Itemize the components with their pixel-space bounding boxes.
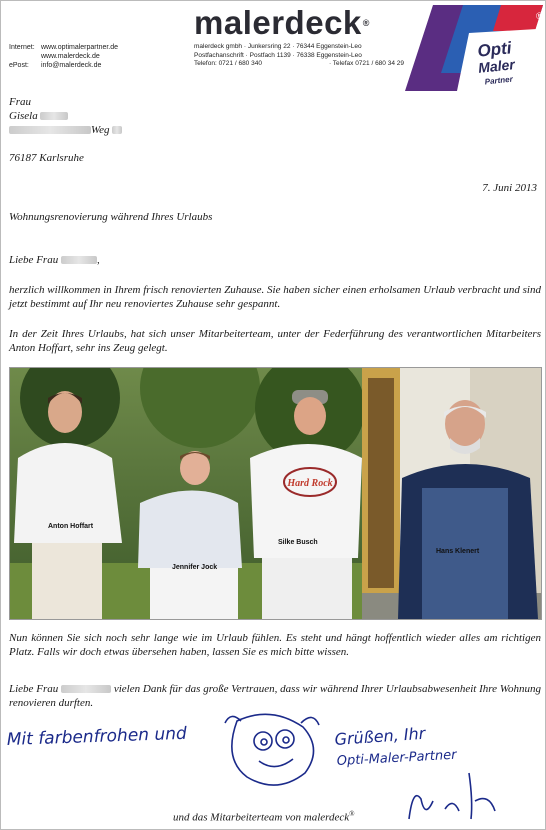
redacted-text: [9, 126, 91, 134]
contact-row: [9, 52, 118, 61]
company-address: malerdeck gmbh · Junkersring 22 · 76344 Eggenstein-Leo Postfachanschrift · Postfach 1139 · 76338 Eggenstein-Leo Telefon: 0721 / 680 340 · Telefax 0721 / 680 34 29: [194, 43, 404, 67]
paragraph: In der Zeit Ihres Urlaubs, hat sich unser Mitarbeiterteam, unter der Federführung des verantwortlichen Mitarbeiters Anton Hoffart, sehr ins Zeug gelegt.: [9, 328, 541, 354]
paragraph: herzlich willkommen in Ihrem frisch renovierten Zuhause. Sie haben sicher einen erholsamen Urlaub verbracht und sind jetzt bestimmt auf Ihr neu renoviertes Zuhause sehr gespannt.: [9, 284, 541, 310]
team-photo: [9, 367, 542, 620]
recipient-city: 76187 Karlsruhe: [9, 152, 84, 164]
contact-row: Internet: www.optimalerpartner.de: [9, 44, 119, 51]
signature: [409, 773, 495, 819]
email-link[interactable]: info@malerdeck.de: [41, 62, 102, 69]
redacted-text: [40, 112, 68, 120]
handwriting-line: Opti-Maler-Partner: [336, 747, 457, 769]
website-link[interactable]: www.optimalerpartner.de: [41, 44, 119, 51]
paragraph: Liebe Frau vielen Dank für das große Vertrauen, dass wir während Ihrer Urlaubsabwesenheit Ihre Wohnung renovieren durften.: [9, 683, 541, 709]
greeting: Liebe Frau ,: [9, 254, 100, 266]
contact-row: ePost: info@malerdeck.de: [9, 62, 102, 69]
logo-text: Maler: [477, 56, 516, 76]
photo-label: Silke Busch: [278, 539, 318, 546]
website-link[interactable]: www.malerdeck.de: [41, 53, 100, 60]
recipient-address: Frau Gisela Weg: [9, 95, 122, 137]
smiley-doodle-icon: [225, 714, 319, 785]
letter-date: 7. Juni 2013: [482, 182, 537, 194]
photo-label: Hans Klenert: [436, 548, 480, 555]
letter-subject: Wohnungsrenovierung während Ihres Urlaubs: [9, 211, 213, 223]
redacted-text: [112, 126, 122, 134]
contact-block: [9, 43, 118, 70]
svg-text:®: ®: [536, 11, 543, 21]
logo-text: Opti: [476, 38, 513, 61]
paragraph: Nun können Sie sich noch sehr lange wie im Urlaub fühlen. Es steht und hängt hoffentlich wieder alles am richtigen Platz. Falls wir doch etwas übersehen haben, lassen Sie es mich bitte wissen.: [9, 632, 541, 658]
photo-label: Anton Hoffart: [48, 523, 94, 530]
closing-line: und das Mitarbeiterteam von malerdeck®: [173, 810, 355, 824]
photo-label: Jennifer Jock: [172, 564, 218, 571]
redacted-text: [61, 256, 97, 264]
handwriting-line: Mit farbenfrohen und: [6, 723, 188, 750]
redacted-text: [61, 685, 111, 693]
opti-maler-partner-logo: [405, 5, 543, 91]
handwriting-line: Grüßen, Ihr: [333, 723, 426, 749]
shirt-print: Hard Rock: [287, 478, 333, 489]
brand-wordmark: malerdeck®: [194, 4, 370, 41]
logo-text: Partner: [484, 74, 514, 87]
